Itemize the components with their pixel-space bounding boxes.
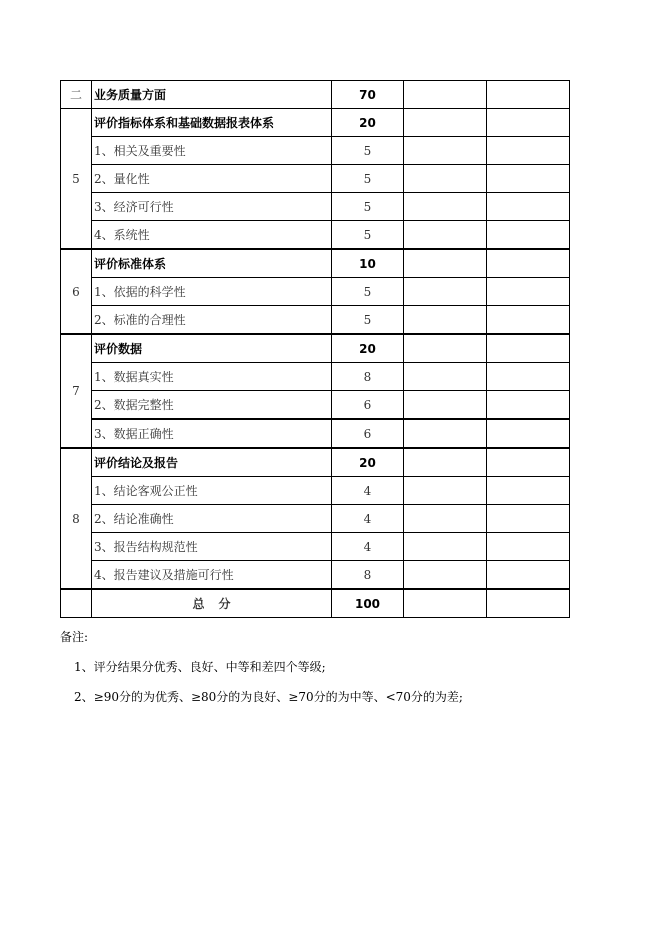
table-row [61,561,570,590]
blank-cell [487,81,570,109]
blank-cell [487,505,570,533]
blank-cell [487,448,570,477]
blank-cell [404,249,487,278]
total-row [61,589,570,618]
blank-cell [404,334,487,363]
item-label: 2、量化性 [92,165,332,193]
blank-cell [404,221,487,250]
blank-cell [404,81,487,109]
item-score: 8 [332,561,404,590]
group-title: 评价标准体系 [92,249,332,278]
blank-cell [404,505,487,533]
item-score: 5 [332,278,404,306]
item-label: 3、经济可行性 [92,193,332,221]
table-row [61,477,570,505]
blank-cell [404,137,487,165]
blank-cell [487,137,570,165]
blank-cell [487,477,570,505]
item-label: 1、数据真实性 [92,363,332,391]
note-line: 2、≥90分的为优秀、≥80分的为良好、≥70分的为中等、<70分的为差; [74,690,463,704]
blank-cell [404,363,487,391]
item-score: 5 [332,137,404,165]
group-score: 20 [332,448,404,477]
item-score: 4 [332,533,404,561]
table-row [61,165,570,193]
blank-cell [487,561,570,590]
table-row [61,391,570,420]
blank-cell [404,561,487,590]
group-header-row [61,334,570,363]
table-row [61,505,570,533]
item-score: 5 [332,193,404,221]
table-row [61,278,570,306]
item-label: 2、标准的合理性 [92,306,332,335]
blank-cell [487,306,570,335]
blank-cell [487,363,570,391]
blank-cell [404,193,487,221]
group-title: 评价指标体系和基础数据报表体系 [92,109,332,137]
item-score: 8 [332,363,404,391]
table-row [61,137,570,165]
group-title: 评价结论及报告 [92,448,332,477]
table-row [61,306,570,335]
section-number: 二 [61,81,92,109]
blank-cell [487,249,570,278]
blank-cell [404,477,487,505]
group-score: 10 [332,249,404,278]
group-number: 7 [61,334,92,448]
group-title: 评价数据 [92,334,332,363]
table-row [61,419,570,448]
blank-cell [487,419,570,448]
blank-cell [487,193,570,221]
group-number: 5 [61,109,92,250]
group-number: 8 [61,448,92,589]
item-score: 5 [332,221,404,250]
notes-heading: 备注: [60,630,89,644]
group-header-row [61,249,570,278]
item-label: 2、结论准确性 [92,505,332,533]
item-label: 4、系统性 [92,221,332,250]
total-label: 总分 [92,589,332,618]
item-score: 4 [332,477,404,505]
total-score: 100 [332,589,404,618]
section-title: 业务质量方面 [92,81,332,109]
item-label: 1、结论客观公正性 [92,477,332,505]
section-row [61,81,570,109]
blank-cell [487,221,570,250]
item-label: 1、相关及重要性 [92,137,332,165]
item-label: 3、数据正确性 [92,419,332,448]
group-header-row [61,109,570,137]
blank-cell [487,334,570,363]
item-label: 4、报告建议及措施可行性 [92,561,332,590]
section-score: 70 [332,81,404,109]
blank-cell [487,391,570,420]
blank-cell [61,589,92,618]
item-score: 6 [332,419,404,448]
blank-cell [404,589,487,618]
blank-cell [404,165,487,193]
blank-cell [404,109,487,137]
blank-cell [404,533,487,561]
blank-cell [404,278,487,306]
item-score: 5 [332,165,404,193]
score-table [60,80,570,618]
blank-cell [487,533,570,561]
table-row [61,533,570,561]
item-score: 5 [332,306,404,335]
blank-cell [487,109,570,137]
blank-cell [404,448,487,477]
blank-cell [487,589,570,618]
notes-section [60,622,463,712]
table-row [61,363,570,391]
item-label: 2、数据完整性 [92,391,332,420]
blank-cell [487,165,570,193]
item-score: 6 [332,391,404,420]
blank-cell [487,278,570,306]
group-score: 20 [332,109,404,137]
blank-cell [404,306,487,335]
group-number: 6 [61,249,92,334]
item-label: 1、依据的科学性 [92,278,332,306]
item-label: 3、报告结构规范性 [92,533,332,561]
item-score: 4 [332,505,404,533]
note-line: 1、评分结果分优秀、良好、中等和差四个等级; [74,660,326,674]
group-score: 20 [332,334,404,363]
group-header-row [61,448,570,477]
table-row [61,193,570,221]
blank-cell [404,391,487,420]
table-row [61,221,570,250]
blank-cell [404,419,487,448]
